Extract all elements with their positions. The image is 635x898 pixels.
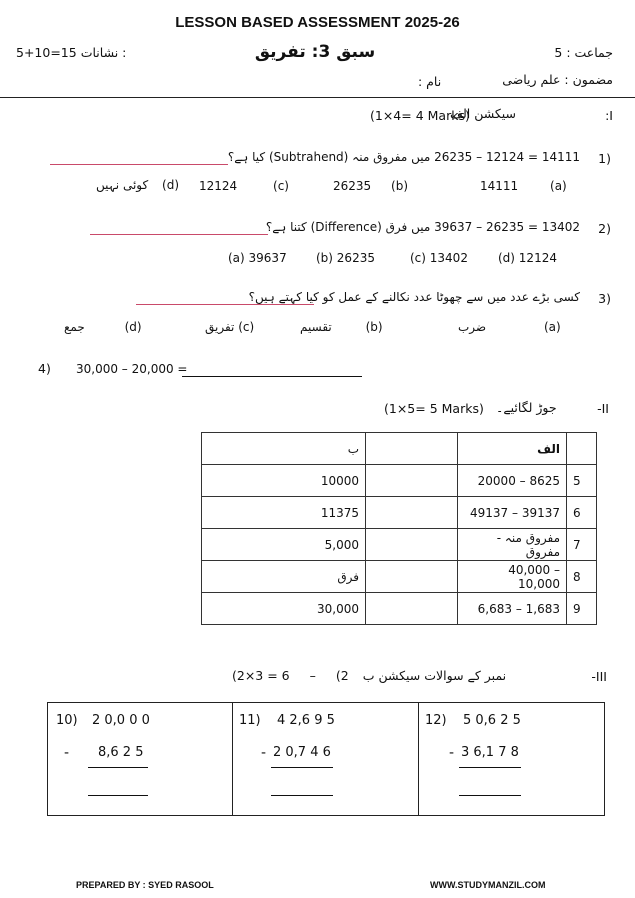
row7-num: 7 (567, 529, 597, 561)
q1-option-b-value: 26235 (333, 179, 372, 193)
row7-a: مفروق منہ - مفروق (458, 529, 567, 561)
row6-num: 6 (567, 497, 597, 529)
problem-10-number: 10) (56, 713, 78, 728)
section-c-marks: (2×3 = 6 (232, 668, 290, 683)
section-c-heading (232, 668, 506, 683)
q3-option-b-value: تقسیم (300, 320, 332, 334)
table-row (202, 593, 597, 625)
q2-text: 13402 = 26235 – 39637 میں فرق (Difference) کتنا ہے؟ (265, 220, 580, 234)
marks-label: نشانات : (80, 45, 127, 60)
q3-option-d-label: (d) (124, 320, 142, 334)
header-divider (0, 97, 635, 98)
problem-10-rule (88, 767, 148, 768)
q1-option-a[interactable] (480, 179, 567, 193)
q2-answer-blank[interactable] (90, 222, 268, 235)
table-header-row (202, 433, 597, 465)
row8-answer[interactable] (366, 561, 458, 593)
col-b-header: ب (202, 433, 366, 465)
footer-prepared-by: PREPARED BY : SYED RASOOL (76, 880, 214, 890)
q3-option-a[interactable] (458, 320, 561, 334)
problem-12-rule (459, 767, 521, 768)
table-row (202, 561, 597, 593)
row6-a: 49137 – 39137 (458, 497, 567, 529)
q4-answer-blank[interactable] (182, 364, 362, 377)
lesson-title: سبق 3: تفریق (254, 42, 376, 62)
row5-a: 20000 – 8625 (458, 465, 567, 497)
subject-label: مضمون : علم ریاضی (502, 72, 613, 87)
q3-option-c[interactable] (205, 320, 254, 334)
problem-12-number: 12) (425, 713, 447, 728)
q2-option-a[interactable]: (a) 39637 (228, 251, 287, 265)
q1-option-d-value: کوئی نہیں (96, 178, 149, 192)
section-b-title: جوڑ لگائیے۔ (496, 400, 557, 415)
q3-option-b-label: (b) (365, 320, 383, 334)
marks-value: 5+10=15 (16, 45, 77, 60)
problem-box-11 (232, 702, 419, 816)
section-a-title: سیکشن الف (450, 106, 517, 121)
q3-option-c-label: (c) (238, 320, 255, 334)
q1-text: 14111 = 12124 – 26235 میں مفروق منہ (Subtrahend) کیا ہے؟ (227, 150, 580, 164)
problem-12-answer-line[interactable] (459, 795, 521, 796)
row9-a: 6,683 – 1,683 (458, 593, 567, 625)
section-c-roman: -III (591, 669, 607, 684)
q1-option-d[interactable] (96, 178, 179, 192)
q1-answer-blank[interactable] (50, 152, 228, 165)
footer-website[interactable]: WWW.STUDYMANZIL.COM (430, 880, 546, 890)
section-a-marks: (1×4= 4 Marks) (370, 108, 470, 123)
problem-11-rule (271, 767, 333, 768)
section-a-roman: :I (605, 108, 613, 123)
q1-option-b-label: (b) (391, 179, 408, 193)
problem-11-bottom: 2 0,7 4 6 (273, 745, 331, 760)
q3-answer-blank[interactable] (136, 292, 314, 305)
q2-number: 2) (598, 221, 611, 236)
q4-text: 30,000 – 20,000 = (76, 362, 188, 376)
q4-number: 4) (38, 361, 51, 376)
num-col-header (567, 433, 597, 465)
problem-11-minus: - (261, 745, 267, 761)
section-b-roman: -II (597, 401, 609, 416)
table-row (202, 465, 597, 497)
section-c-subtitle: (2نمبر کے سوالات (335, 668, 507, 683)
name-label: نام : (418, 74, 442, 89)
q2-option-b[interactable]: (b) 26235 (316, 251, 375, 265)
q1-option-a-label: (a) (550, 179, 567, 193)
grade-label: جماعت : 5 (554, 45, 613, 60)
marks-total (16, 45, 126, 60)
row6-b: 11375 (202, 497, 366, 529)
row5-answer[interactable] (366, 465, 458, 497)
q3-option-d-value: جمع (64, 320, 85, 334)
q1-option-a-value: 14111 (480, 179, 519, 193)
answer-col-header (366, 433, 458, 465)
row9-b: 30,000 (202, 593, 366, 625)
problem-11-answer-line[interactable] (271, 795, 333, 796)
problem-11-number: 11) (239, 713, 261, 728)
row9-num: 9 (567, 593, 597, 625)
q1-option-c[interactable] (199, 179, 289, 193)
q1-option-d-label: (d) (162, 178, 180, 192)
row6-answer[interactable] (366, 497, 458, 529)
problem-10-minus: - (64, 745, 70, 761)
problem-10-top: 2 0,0 0 0 (92, 713, 150, 728)
problem-box-10 (47, 702, 233, 816)
section-b-marks: (1×5= 5 Marks) (384, 401, 484, 416)
q3-number: 3) (598, 291, 611, 306)
q2-option-d[interactable]: (d) 12124 (498, 251, 557, 265)
q1-number: 1) (598, 151, 611, 166)
q3-option-d[interactable] (64, 320, 142, 334)
row8-a: 40,000 – 10,000 (458, 561, 567, 593)
q3-text: کسی بڑے عدد میں سے چھوٹا عدد نکالنے کے عمل کو کیا کہتے ہیں؟ (248, 290, 580, 304)
row8-num: 8 (567, 561, 597, 593)
problem-box-12 (418, 702, 605, 816)
row7-answer[interactable] (366, 529, 458, 561)
q1-option-c-label: (c) (273, 179, 289, 193)
problem-12-top: 5 0,6 2 5 (463, 713, 521, 728)
q3-option-c-value: تفریق (205, 320, 235, 334)
table-row (202, 497, 597, 529)
q1-option-b[interactable] (333, 179, 408, 193)
q1-option-c-value: 12124 (199, 179, 238, 193)
q3-option-a-label: (a) (543, 320, 561, 334)
problem-10-answer-line[interactable] (88, 795, 148, 796)
row8-b: فرق (202, 561, 366, 593)
row5-num: 5 (567, 465, 597, 497)
problem-12-minus: - (449, 745, 455, 761)
section-c-dash: – (309, 668, 316, 683)
col-a-header: الف (458, 433, 567, 465)
problem-12-bottom: 3 6,1 7 8 (461, 745, 519, 760)
section-c-title: سیکشن ب (362, 668, 421, 683)
problem-10-bottom: 8,6 2 5 (98, 745, 144, 760)
row5-b: 10000 (202, 465, 366, 497)
problem-11-top: 4 2,6 9 5 (277, 713, 335, 728)
q3-option-a-value: ضرب (458, 320, 487, 334)
q3-option-b[interactable] (300, 320, 383, 334)
row9-answer[interactable] (366, 593, 458, 625)
page-title: LESSON BASED ASSESSMENT 2025-26 (175, 14, 460, 31)
q2-option-c[interactable]: (c) 13402 (410, 251, 468, 265)
row7-b: 5,000 (202, 529, 366, 561)
table-row (202, 529, 597, 561)
matching-table (201, 432, 597, 625)
